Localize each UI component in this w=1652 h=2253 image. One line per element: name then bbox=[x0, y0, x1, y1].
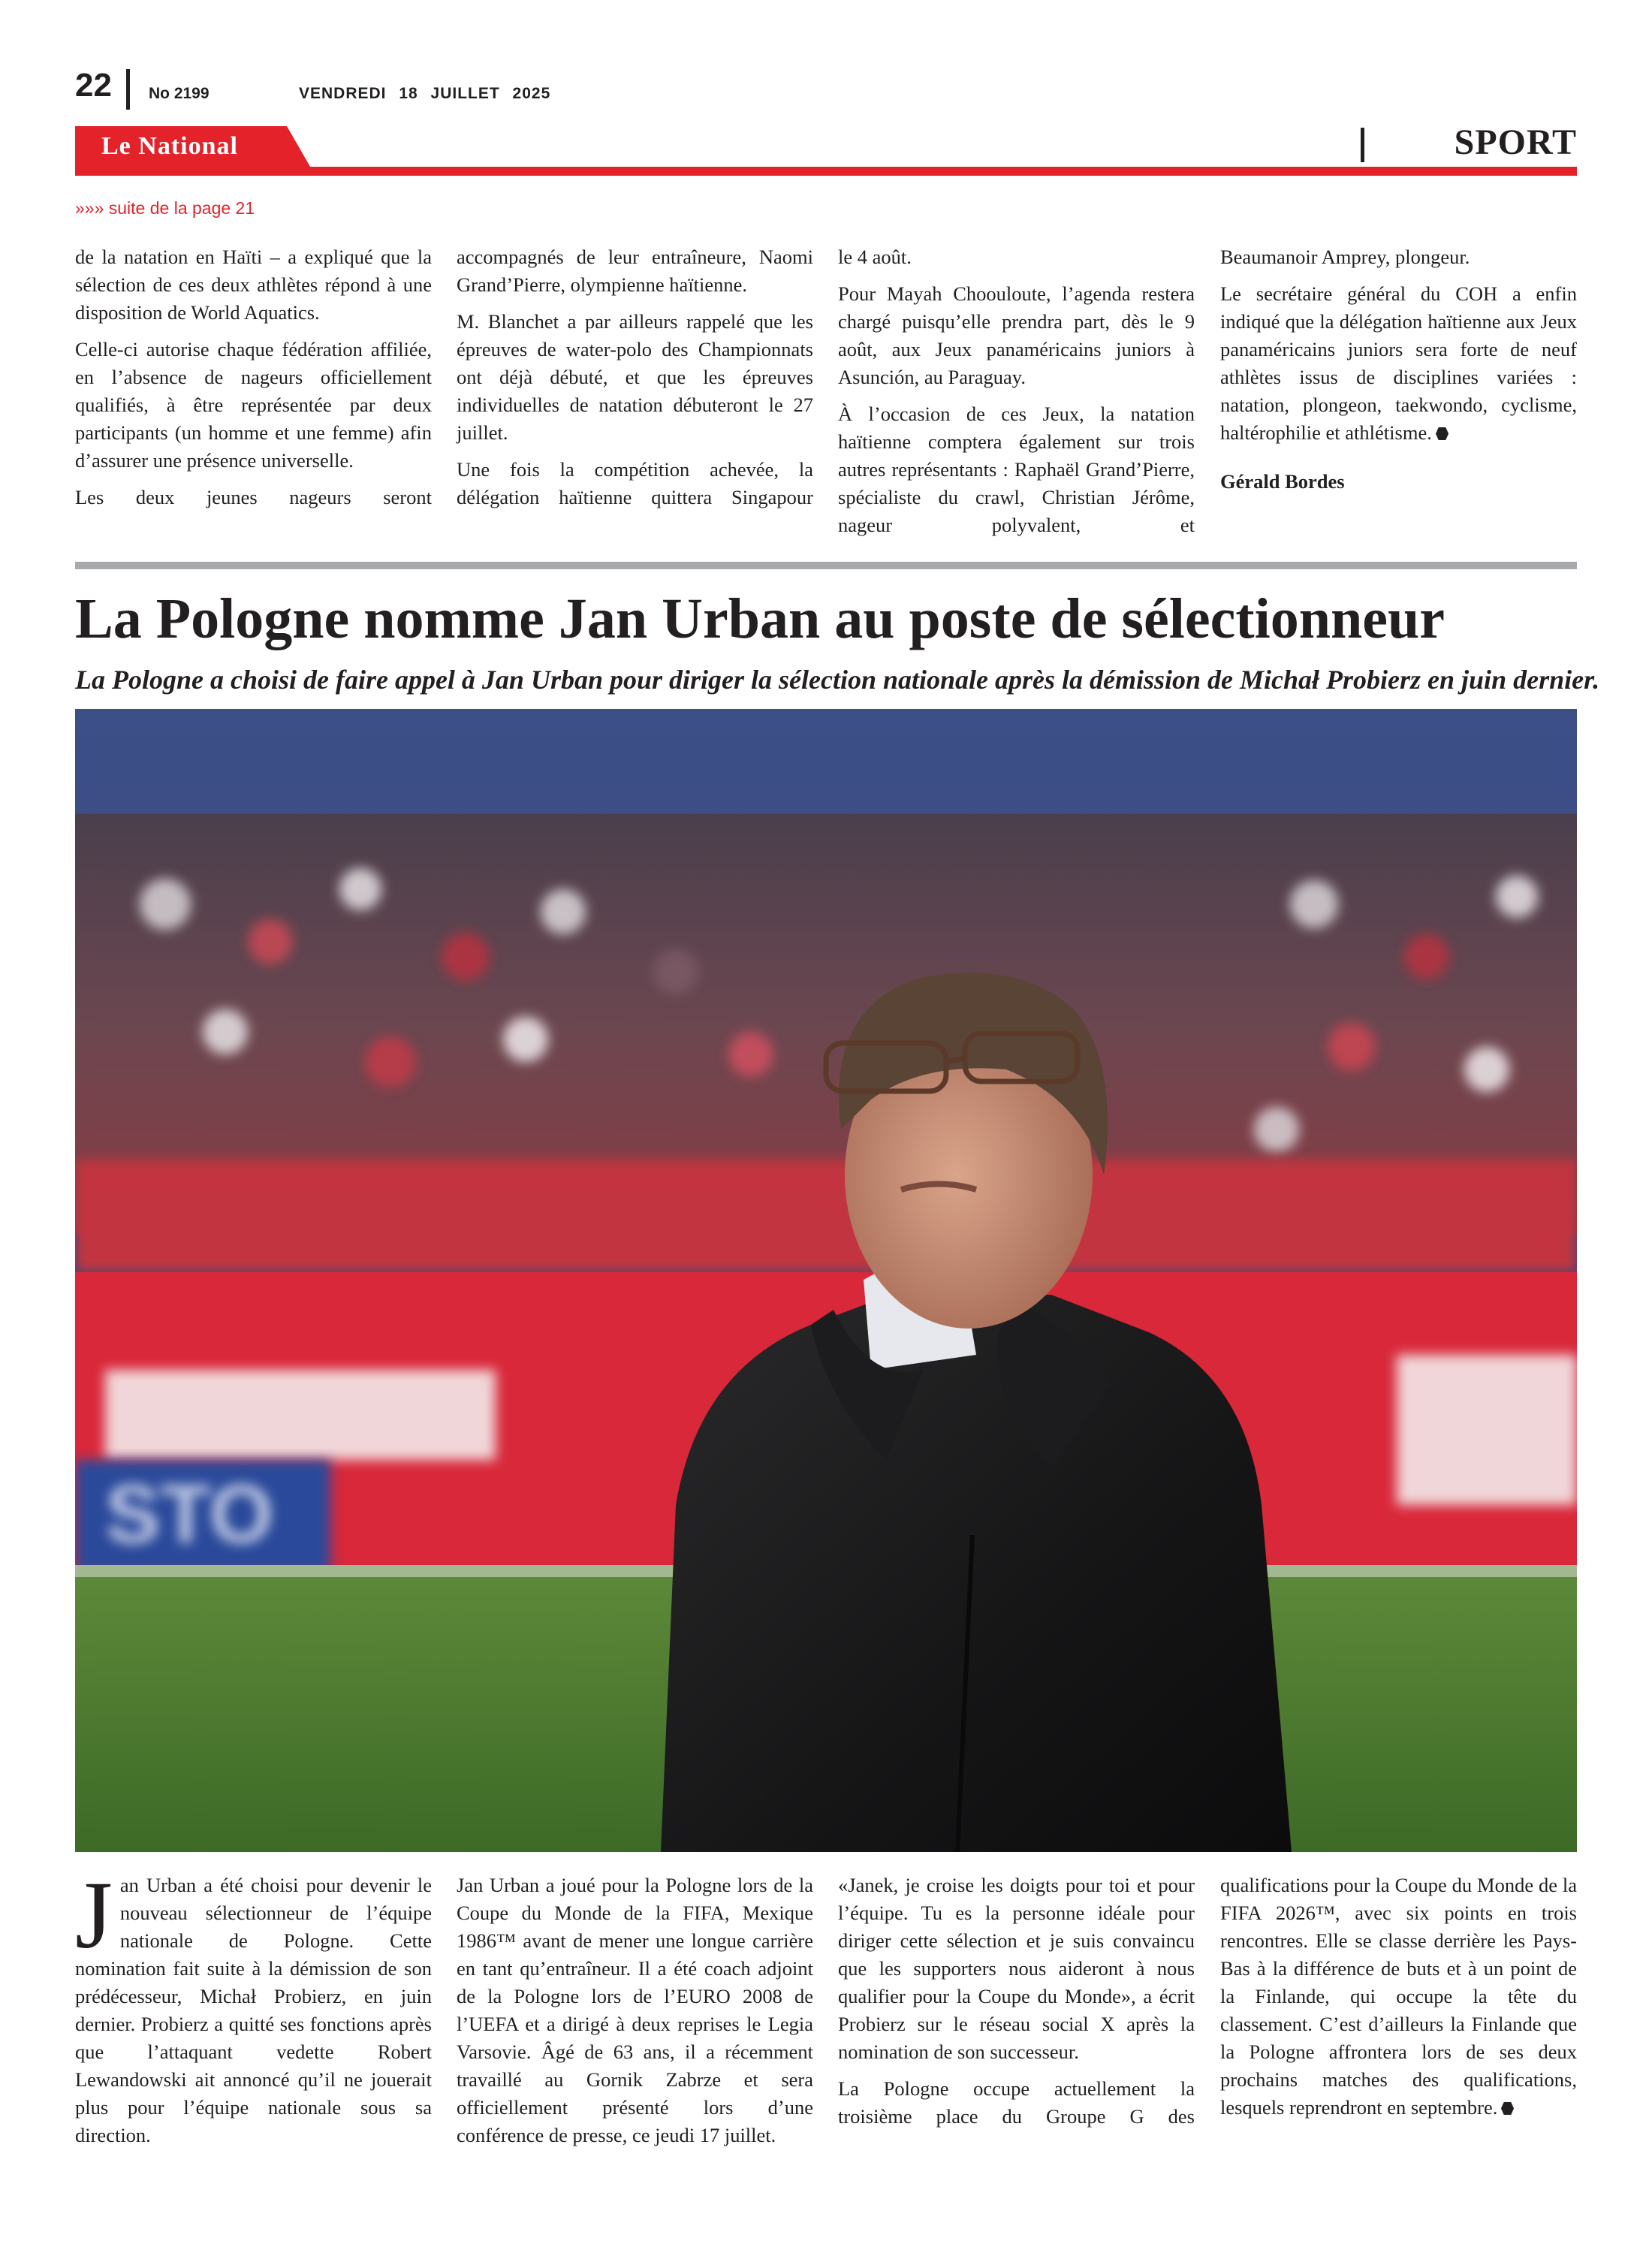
paragraph: La Pologne occupe actuellement la troisième place du Groupe G des bbox=[838, 2077, 1195, 2128]
paragraph bbox=[1220, 1871, 1577, 2122]
publication-date: VENDREDI 18 JUILLET 2025 bbox=[299, 85, 551, 102]
top-article-column-4 bbox=[1220, 243, 1577, 505]
author-byline: Gérald Bordes bbox=[1220, 470, 1345, 493]
end-of-article-icon bbox=[1500, 2101, 1515, 2116]
paragraph-text: an Urban a été choisi pour devenir le nouveau sélectionneur de l’équipe nationale de Pologne. Cette nomination fait suite à la démission de son prédécesseur, Michał Probierz, en juin dernier. Probierz a quitté ses fonctions après que l’attaquant vedette Robert Lewandowski ait annoncé qu’il ne jouerait plus pour l’équipe nationale sous sa direction. bbox=[75, 1874, 432, 2146]
paragraph: Les deux jeunes nageurs seront bbox=[75, 486, 432, 508]
paragraph: le 4 août. bbox=[838, 246, 912, 268]
drop-cap: J bbox=[75, 1862, 113, 1968]
photo-banner-text: STO bbox=[105, 1468, 274, 1561]
paragraph: Pour Mayah Choouloute, l’agenda restera chargé puisqu’elle prendra part, dès le 9 août, aux Jeux panaméricains juniors à Asunción, au Paraguay. bbox=[838, 282, 1195, 388]
top-article-column-3 bbox=[838, 243, 1195, 548]
paragraph: Celle-ci autorise chaque fédération affiliée, en l’absence de nageurs officiellement qualifiés, à être représentée par deux participants (un homme et une femme) afin d’assurer une présence universelle. bbox=[75, 338, 432, 472]
article-separator bbox=[75, 562, 1577, 569]
paragraph-text: Le secrétaire général du COH a enfin indiqué que la délégation haïtienne aux Jeux panaméricains juniors sera forte de neuf athlètes issus de disciplines variées : natation, plongeon, taekwondo, cyclisme, haltérophilie et athlétisme. bbox=[1220, 282, 1577, 444]
paragraph-text: qualifications pour la Coupe du Monde de la FIFA 2026™, avec six points en trois rencontres. Elle se classe derrière les Pays-Bas à la différence de buts et à un point de la Finlande, qui occupe la tête du classement. C’est d’ailleurs la Finlande que la Pologne affrontera lors de ses deux prochains matches des qualifications, lesquels reprendront en septembre. bbox=[1220, 1874, 1577, 2119]
article-headline: La Pologne nomme Jan Urban au poste de sélectionneur bbox=[75, 587, 1445, 650]
page-number-divider bbox=[126, 69, 130, 110]
article-deck: La Pologne a choisi de faire appel à Jan Urban pour diriger la sélection nationale après la démission de Michał Probierz en juin dernier. bbox=[75, 665, 1600, 695]
paragraph bbox=[1220, 280, 1577, 447]
page-number: 22 bbox=[75, 67, 112, 104]
paragraph: accompagnés de leur entraîneure, Naomi Grand’Pierre, olympienne haïtienne. bbox=[457, 246, 813, 296]
main-article-column-4 bbox=[1220, 1871, 1577, 2131]
top-article-column-1 bbox=[75, 243, 432, 520]
continued-from-note: »»» suite de la page 21 bbox=[75, 198, 255, 218]
header-red-rule bbox=[75, 167, 1577, 176]
paragraph: Jan Urban a joué pour la Pologne lors de la Coupe du Monde de la FIFA, Mexique 1986™ avant de mener une longue carrière en tant qu’entraîneur. Il a été coach adjoint de la Pologne lors de l’EURO 2008 de l’UEFA et a dirigé à deux reprises le Legia Varsovie. Âgé de 63 ans, il a récemment travaillé au Gornik Zabrze et sera officiellement présenté lors d’une conférence de presse, ce jeudi 17 juillet. bbox=[457, 1874, 813, 2146]
paragraph: À l’occasion de ces Jeux, la natation haïtienne comptera également sur trois autres représentants : Raphaël Grand’Pierre, spécialiste du crawl, Christian Jérôme, nageur polyvalent, et bbox=[838, 403, 1195, 536]
issue-number: No 2199 bbox=[149, 85, 210, 102]
paragraph: Beaumanoir Amprey, plongeur. bbox=[1220, 246, 1470, 268]
main-article-column-3 bbox=[838, 1871, 1195, 2140]
section-divider bbox=[1361, 128, 1364, 162]
newspaper-logo: Le National bbox=[101, 132, 238, 160]
end-of-article-icon bbox=[1435, 427, 1449, 441]
top-article-column-2 bbox=[457, 243, 813, 520]
paragraph bbox=[75, 1862, 432, 2149]
paragraph: «Janek, je croise les doigts pour toi et pour l’équipe. Tu es la personne idéale pour diriger cette sélection et je suis convaincu que les supporters nous aideront à nous qualifier pour la Coupe du Monde», a écrit Probierz sur le réseau social X après la nomination de son successeur. bbox=[838, 1874, 1195, 2063]
main-article-column-2 bbox=[457, 1871, 813, 2158]
coach-photo bbox=[75, 709, 1577, 1852]
paragraph: M. Blanchet a par ailleurs rappelé que les épreuves de water-polo des Championnats ont déjà débuté, et que les épreuves individuelles de natation débuteront le 27 juillet. bbox=[457, 310, 813, 444]
paragraph: de la natation en Haïti – a expliqué que la sélection de ces deux athlètes répond à une disposition de World Aquatics. bbox=[75, 246, 432, 324]
paragraph: Une fois la compétition achevée, la délégation haïtienne quittera Singapour bbox=[457, 458, 813, 508]
section-title: SPORT bbox=[1454, 122, 1577, 162]
main-article-column-1 bbox=[75, 1862, 432, 2158]
